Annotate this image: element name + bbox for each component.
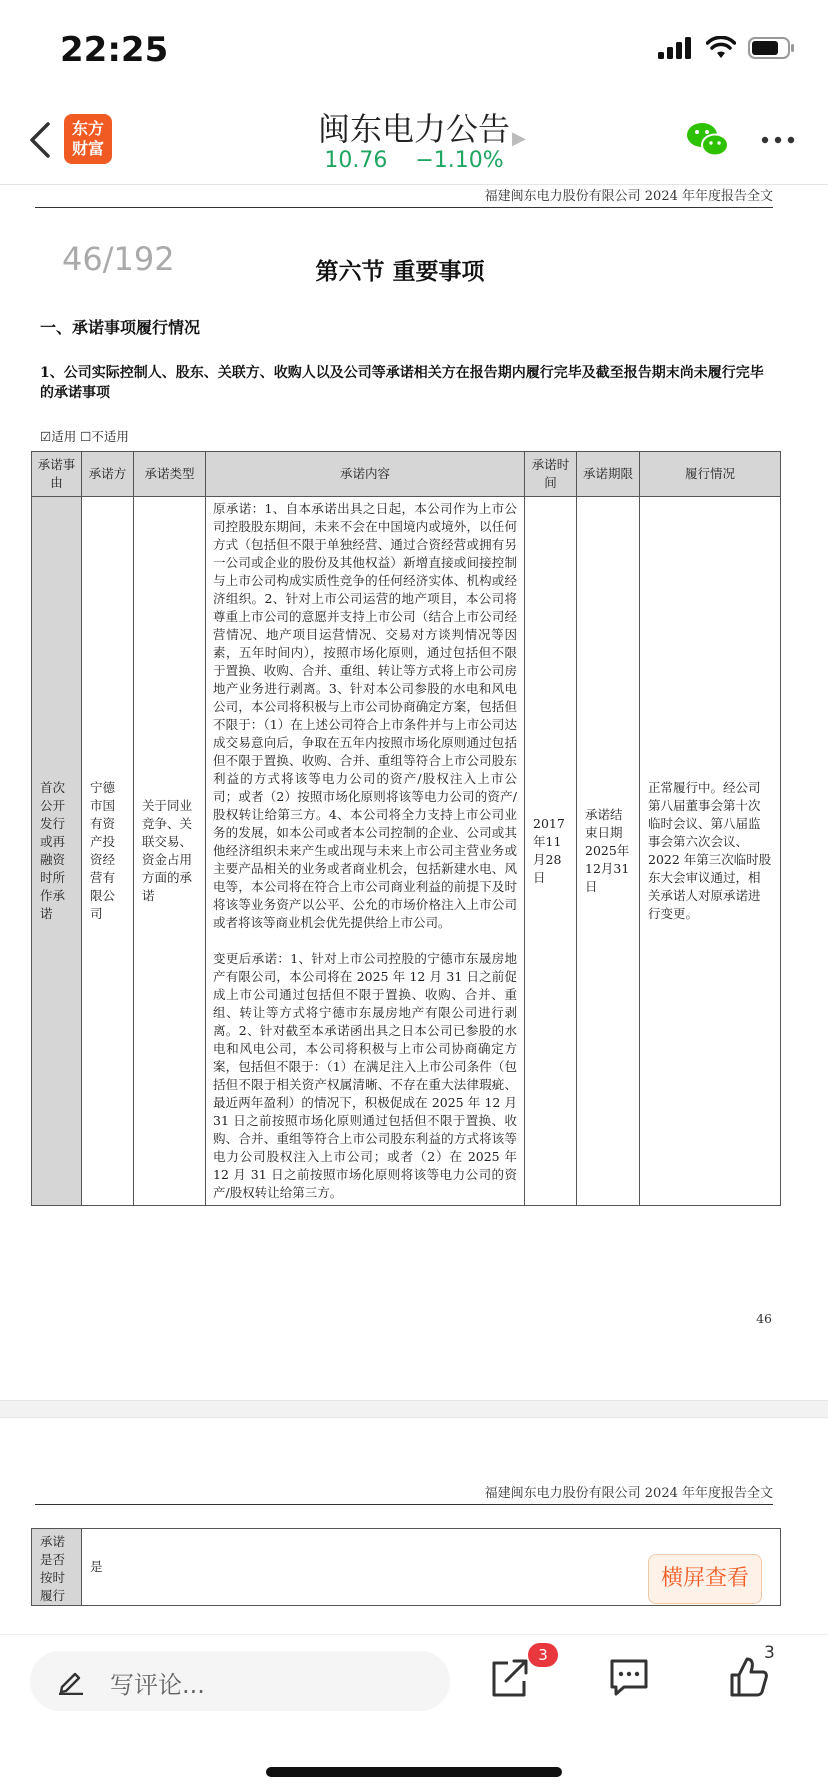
col-header: 承诺事由 [32,452,82,497]
stock-price: 10.76 [324,148,388,173]
col-header: 承诺方 [82,452,134,497]
col-header: 承诺类型 [134,452,206,497]
cell-time: 2017年11月28日 [525,497,577,1206]
applicable-checkbox: ☑适用 ☐不适用 [40,429,129,444]
cell-party: 宁德市国有资产投资经营有限公司 [82,497,134,1206]
wechat-share-button[interactable] [685,120,731,160]
doc-header: 福建闽东电力股份有限公司 2024 年年度报告全文 [35,185,773,208]
stock-change: −1.10% [415,148,504,173]
table-header-row [32,452,781,497]
status-bar [0,0,828,100]
cell-status: 正常履行中。经公司第八届董事会第十次临时会议、第八届监事会第六次会议、2022 年第三次临时股东大会审议通过，相关承诺人对原承诺进行变更。 [640,497,781,1206]
section-title: 第六节 重要事项 [315,258,485,285]
cell-type: 关于同业竞争、关联交易、资金占用方面的承诺 [134,497,206,1206]
signal-icon [658,37,694,59]
col-header: 承诺时间 [525,452,577,497]
col-header: 承诺内容 [206,452,525,497]
page-title: 闽东电力公告 [317,110,510,148]
cell-content [206,497,525,1206]
share-count-badge: 3 [528,1643,558,1667]
on-time-label: 承诺是否按时履行 [32,1529,82,1605]
wifi-icon [706,36,736,60]
battery-icon [748,36,796,60]
landscape-view-button[interactable]: 横屏查看 [648,1554,762,1604]
share-icon [490,1657,530,1699]
heading-commitments: 一、承诺事项履行情况 [40,318,201,337]
more-dots-icon [758,120,798,160]
more-button[interactable] [758,120,798,160]
pencil-icon [56,1665,86,1695]
table-row [32,497,781,1206]
wechat-icon [685,120,731,160]
col-header: 承诺期限 [577,452,640,497]
logo-line2: 财富 [71,139,104,158]
commitment-table [31,451,781,1206]
doc-header-2: 福建闽东电力股份有限公司 2024 年年度报告全文 [35,1482,773,1505]
comment-input[interactable] [30,1651,450,1711]
logo-line1: 东方 [71,119,104,138]
heading-commitments-detail: 1、公司实际控制人、股东、关联方、收购人以及公司等承诺相关方在报告期内履行完毕及截至报告期末尚未履行完毕的承诺事项 [40,365,764,401]
share-button[interactable] [490,1657,530,1699]
home-indicator [266,1767,562,1777]
status-icons [658,36,796,60]
original-commitment: 原承诺：1、自本承诺出具之日起，本公司作为上市公司控股股东期间，未来不会在中国境内或境外，以任何方式（包括但不限于单独经营、通过合资经营或拥有另一公司或企业的股份及其他权益）新增直接或间接控制与上市公司构成实质性竞争的任何经济实体、机构或经济组织。2、针对上市公司运营的地产项目，本公司将尊重上市公司的意愿并支持上市公司（结合上市公司经营情况、地产项目运营情况、交易对方谈判情况等因素，五年时间内），按照市场化原则，通过包括但不限于置换、收购、合并、重组、转让等方式将上市公司房地产业务进行剥离。3、针对本公司参股的水电和风电公司，本公司将积极与上市公司协商确定方案，包括但不限于：（1）在上述公司符合上市条件并与上市公司达成交易意向后，争取在五年内按照市场化原则通过包括但不限于置换、收购、合并、重组等符合上市公司股东利益的方式将该等电力公司的资产/股权注入上市公司；或者（2）按照市场化原则将该等电力公司的资产/股权转让给第三方。4、本公司将全力支持上市公司业务的发展，如本公司或者本公司控制的企业、公司或其他经济组织未来产生或出现与未来上市公司主营业务或主要产品相关的业务或者商业机会，包括新建水电、风电等，本公司将在符合上市公司商业利益的前提下及时将该等业务资产以公平、公允的市场价格注入上市公司或者将该等商业机会优先提供给上市公司。 [213,501,517,930]
page-number: 46 [756,1311,772,1326]
messages-button[interactable] [608,1657,650,1697]
document-page-2 [0,1418,828,1638]
cell-period: 承诺结束日期 2025年12月31日 [577,497,640,1206]
page-separator [0,1400,828,1418]
changed-commitment: 变更后承诺：1、针对上市公司控股的宁德市东晟房地产有限公司，本公司将在 2025 年 12 月 31 日之前促成上市公司通过包括但不限于置换、收购、合并、重组、转让等方式将宁德市东晟房地产有限公司进行剥离。2、针对截至本承诺函出具之日本公司已参股的水电和风电公司，本公司将积极与上市公司协商确定方案，包括但不限于：（1）在满足注入上市公司条件（包括但不限于相关资产权属清晰、不存在重大法律瑕疵、最近两年盈利）的情况下，积极促成在 2025 年 12 月 31 日之前按照市场化原则通过包括但不限于置换、收购、合并、重组等符合上市公司股东利益的方式将该等电力公司股权注入上市公司；或者（2）在 2025 年 12 月 31 日之前按照市场化原则将该等电力公司的资产/股权转让给第三方。 [213,951,517,1200]
page-indicator: 46/192 [62,240,175,278]
bottom-bar [0,1634,828,1792]
comment-placeholder: 写评论... [110,1671,205,1699]
play-arrow-icon[interactable]: ▶ [512,128,526,149]
cell-event: 首次公开发行或再融资时所作承诺 [32,497,82,1206]
col-header: 履行情况 [640,452,781,497]
nav-header [0,100,828,185]
like-count: 3 [764,1643,775,1663]
document-page [0,185,828,1400]
message-icon [608,1657,650,1697]
status-time: 22:25 [60,30,169,70]
on-time-value: 是 [90,1559,103,1574]
